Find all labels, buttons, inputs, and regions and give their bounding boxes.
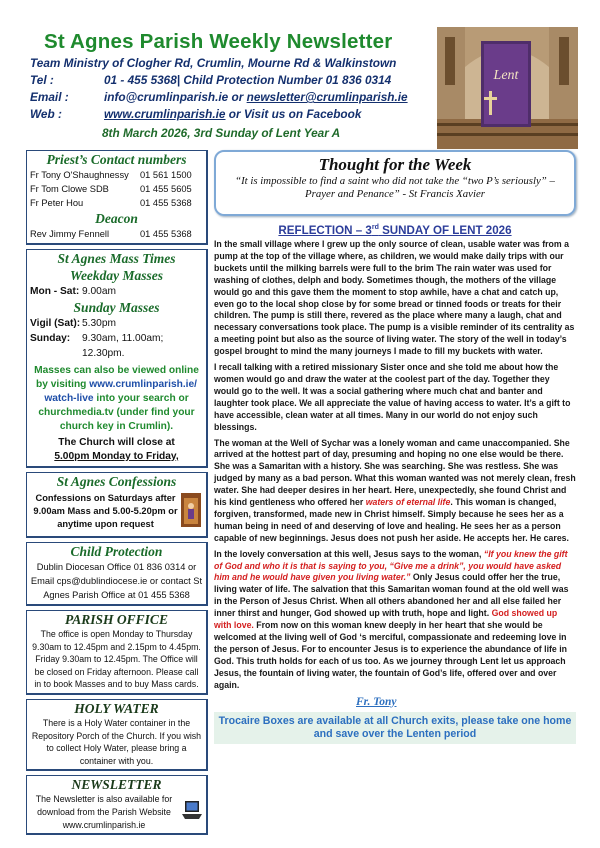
p3-text-b: . This woman is changed, forgiven, transformed, made new in Christ himself. Simply because he sees her as a human being in need of and deserving of love and healing. He sees her as a person capable of new beginnings. Jesus does not push her aside. He accepts her. He cares. bbox=[214, 497, 569, 543]
website-link[interactable]: www.crumlinparish.ie bbox=[104, 107, 226, 121]
tel-label: Tel : bbox=[30, 73, 54, 87]
reflection-heading bbox=[214, 224, 576, 237]
facebook-text: or Visit us on Facebook bbox=[225, 107, 362, 121]
lent-church-photo-icon bbox=[437, 27, 578, 149]
thought-box bbox=[214, 150, 576, 216]
church-close-note bbox=[27, 434, 206, 464]
mass-day: Vigil (Sat): bbox=[30, 318, 81, 329]
mass-time: 9.00am bbox=[82, 286, 116, 297]
email-label: Email : bbox=[30, 90, 69, 104]
page-title: St Agnes Parish Weekly Newsletter bbox=[44, 30, 393, 53]
deacon-phone: 01 455 5368 bbox=[140, 229, 192, 239]
confessions-box bbox=[26, 472, 208, 538]
mass-times-box bbox=[26, 249, 208, 468]
weekday-masses-title: Weekday Masses bbox=[69, 268, 164, 283]
holy-water-title: HOLY WATER bbox=[74, 700, 159, 716]
watch-text-2: into your search or churchmedia.tv (under find your church key in Crumlin). bbox=[38, 393, 195, 432]
newsletter-title: NEWSLETTER bbox=[71, 777, 162, 793]
confessions-text: Confessions on Saturdays after 9.00am Mass and 5.00-5.20pm or anytime upon request bbox=[33, 493, 178, 529]
child-protection-title: Child Protection bbox=[70, 544, 163, 559]
parish-office-title: PARISH OFFICE bbox=[65, 612, 168, 627]
mass-row bbox=[27, 331, 206, 346]
reflection-heading-post: SUNDAY OF LENT 2026 bbox=[378, 224, 512, 237]
confessions-body bbox=[27, 490, 206, 534]
reflection-paragraph bbox=[214, 549, 576, 692]
newsletter-date: 8th March 2026, 3rd Sunday of Lent Year A bbox=[102, 126, 341, 140]
tel-value: 01 - 455 5368| Child Protection Number 01 836 0314 bbox=[104, 73, 392, 87]
web-line bbox=[30, 107, 361, 121]
header bbox=[22, 26, 434, 146]
priest-name: Fr Peter Hou bbox=[30, 198, 84, 208]
mass-time: 9.30am, 11.00am; bbox=[82, 333, 164, 344]
p4-highlight: “If you knew the gift of God and who it is that is saying to you, “Give me a drink”, you would have asked him and he would have given you living water.” bbox=[214, 548, 568, 583]
email-line bbox=[30, 90, 408, 104]
team-ministry: Team Ministry of Clogher Rd, Crumlin, Mourne Rd & Walkinstown bbox=[30, 56, 397, 70]
p4-text-a: In the lovely conversation at this well, Jesus says to the woman, bbox=[214, 548, 484, 559]
trocaire-notice: Trocaire Boxes are available at all Church exits, please take one home and save over the Lenten period bbox=[214, 712, 576, 744]
email-newsletter-link[interactable]: newsletter@crumlinparish.ie bbox=[246, 90, 408, 104]
reflection-heading-sup: rd bbox=[371, 224, 379, 232]
email-or: or bbox=[228, 90, 247, 104]
holy-water-text: There is a Holy Water container in the Repository Porch of the Church. If you wish to collect Holy Water, please bring a container with you. bbox=[31, 717, 202, 766]
reflection-paragraph: I recall talking with a retired missionary Sister once and she told me about how the women would go and draw the water at the coolest part of the day. Together they would go to the well. It was a social gathering where much chat and banter and laughter took place. We all appreciate the value of having access to water. It’s a gift to have accessible, clean water at all times. Many in our world do not enjoy such blessings. bbox=[214, 362, 571, 432]
telephone-line bbox=[30, 73, 391, 87]
mass-time: 12.30pm. bbox=[82, 348, 125, 359]
web-label: Web : bbox=[30, 107, 62, 121]
lent-church-photo bbox=[437, 27, 578, 149]
confessional-icon bbox=[180, 492, 202, 532]
priests-title: Priest’s Contact numbers bbox=[46, 152, 187, 167]
p4-text-c: From now on this woman knew deeply in her heart that she would be welcomed at the living well of God ‘s merciful, compassionate and redeeming love in the person of Jesus. For to encounter Jesus is to experience the abundance of life in God. This truth holds for each of us too. As we journey through Lent let us approach Jesus, the fountain of living water, the fountain of God’s life, offered over and over again. bbox=[214, 620, 567, 690]
child-protection-text: Dublin Diocesan Office 01 836 0314 or Email cps@dublindiocese.ie or contact St Agnes Parish Office at 01 455 5368 bbox=[30, 562, 203, 600]
parish-office-box bbox=[26, 610, 208, 695]
newsletter-box bbox=[26, 775, 208, 835]
right-column bbox=[214, 150, 576, 744]
newsletter-text: The Newsletter is also available for download from the Parish Website www.crumlinparish.ie bbox=[35, 794, 173, 830]
signature: Fr. Tony bbox=[356, 695, 397, 708]
reflection-heading-pre: REFLECTION – 3 bbox=[278, 224, 372, 237]
priest-name: Fr Tom Clowe SDB bbox=[30, 184, 109, 194]
priest-row bbox=[27, 168, 206, 182]
deacon-title: Deacon bbox=[95, 211, 138, 226]
mass-times-title: St Agnes Mass Times bbox=[57, 251, 176, 266]
mass-row bbox=[27, 284, 206, 299]
p3-highlight: waters of eternal life bbox=[365, 497, 451, 508]
mass-day: Sunday: bbox=[30, 333, 71, 344]
holy-water-box bbox=[26, 699, 208, 771]
priest-name: Fr Tony O'Shaughnessy bbox=[30, 170, 129, 180]
left-column bbox=[26, 150, 208, 839]
mass-day: Mon - Sat: bbox=[30, 286, 80, 297]
priest-phone: 01 455 5368 bbox=[140, 198, 192, 208]
priests-contact-box bbox=[26, 150, 208, 245]
priest-phone: 01 455 5605 bbox=[140, 184, 192, 194]
confessions-title: St Agnes Confessions bbox=[56, 474, 177, 489]
email-info[interactable]: info@crumlinparish.ie bbox=[104, 90, 229, 104]
mass-day bbox=[30, 346, 82, 361]
lent-banner-text: Lent bbox=[493, 68, 519, 83]
priest-row bbox=[27, 196, 206, 210]
deacon-name: Rev Jimmy Fennell bbox=[30, 229, 110, 239]
priest-phone: 01 561 1500 bbox=[140, 170, 192, 180]
reflection-paragraph: In the small village where I grew up the only source of clean, usable water was from a pump at the top of the village where, as children, we would make daily trips with our buckets until the milking barrels were full to the brim The rain water was used for washing of clothes, delph and body. Sometimes though, the mothers of the village would go and this gave them the moment to stop awhile, have a chat and catch up, even go to the local shop close by for some bread or tinned foods or treats for their children. The pump is still there, revered as the place where many a laugh, chat and necessary conversations took place. The pump is a visible reminder of its centrality as a meeting point but also as the source of living water. The story of the well in today’s gospel brought to mind the many journeys I made to fill my buckets with water. bbox=[214, 239, 575, 357]
thought-quote: “It is impossible to find a saint who did not take the “two P’s seriously” –Prayer and Penance” - St Francis Xavier bbox=[235, 175, 555, 200]
priest-row bbox=[27, 182, 206, 196]
p3-text-a: The woman at the Well of Sychar was a lonely woman and came unaccompanied. She arrived at the hottest part of day, presuming and hoping no one else would be there. She was a Samaritan with a history. She was searching. She was restless. She was judged by many as a bad person. What this woman wanted was not merely clean, fresh water. She had deeper desires in her heart. Here, unexpectedly, she found Christ and his kind gentleness who offered her bbox=[214, 437, 576, 508]
close-text-2: 5.00pm Monday to Friday, bbox=[54, 451, 179, 462]
parish-office-text: The office is open Monday to Thursday 9.30am to 12.45pm and 2.15pm to 4.45pm. Friday 9.30am to 12.45pm. The Office will be closed on Friday afternoon. Please call in to book Masses and to buy Mass cards. bbox=[32, 629, 201, 690]
child-protection-box bbox=[26, 542, 208, 606]
watch-text-1: Masses can also be viewed online by visiting bbox=[34, 365, 199, 390]
watch-online-text bbox=[27, 361, 206, 434]
mass-row bbox=[27, 346, 206, 361]
deacon-row bbox=[27, 227, 206, 241]
close-text-1: The Church will close at bbox=[58, 437, 175, 448]
p4-highlight-2: God showed up with love. bbox=[214, 608, 558, 631]
newsletter-body bbox=[27, 793, 206, 831]
laptop-icon bbox=[181, 800, 206, 825]
watch-live-link[interactable]: www.crumlinparish.ie/ watch-live bbox=[44, 379, 197, 404]
reflection-paragraph bbox=[214, 438, 576, 545]
thought-title: Thought for the Week bbox=[318, 155, 472, 174]
mass-time: 5.30pm bbox=[82, 318, 116, 329]
sunday-masses-title: Sunday Masses bbox=[73, 300, 160, 315]
p4-text-b: Only Jesus could offer her the true, living water of life. The salvation that this Samaritan woman found at the old well was in the Person of Jesus Christ. When all others abandoned her and all else failed her inner thirst and hunger, God showed up with truth, hope and light. bbox=[214, 572, 569, 619]
mass-row bbox=[27, 316, 206, 331]
